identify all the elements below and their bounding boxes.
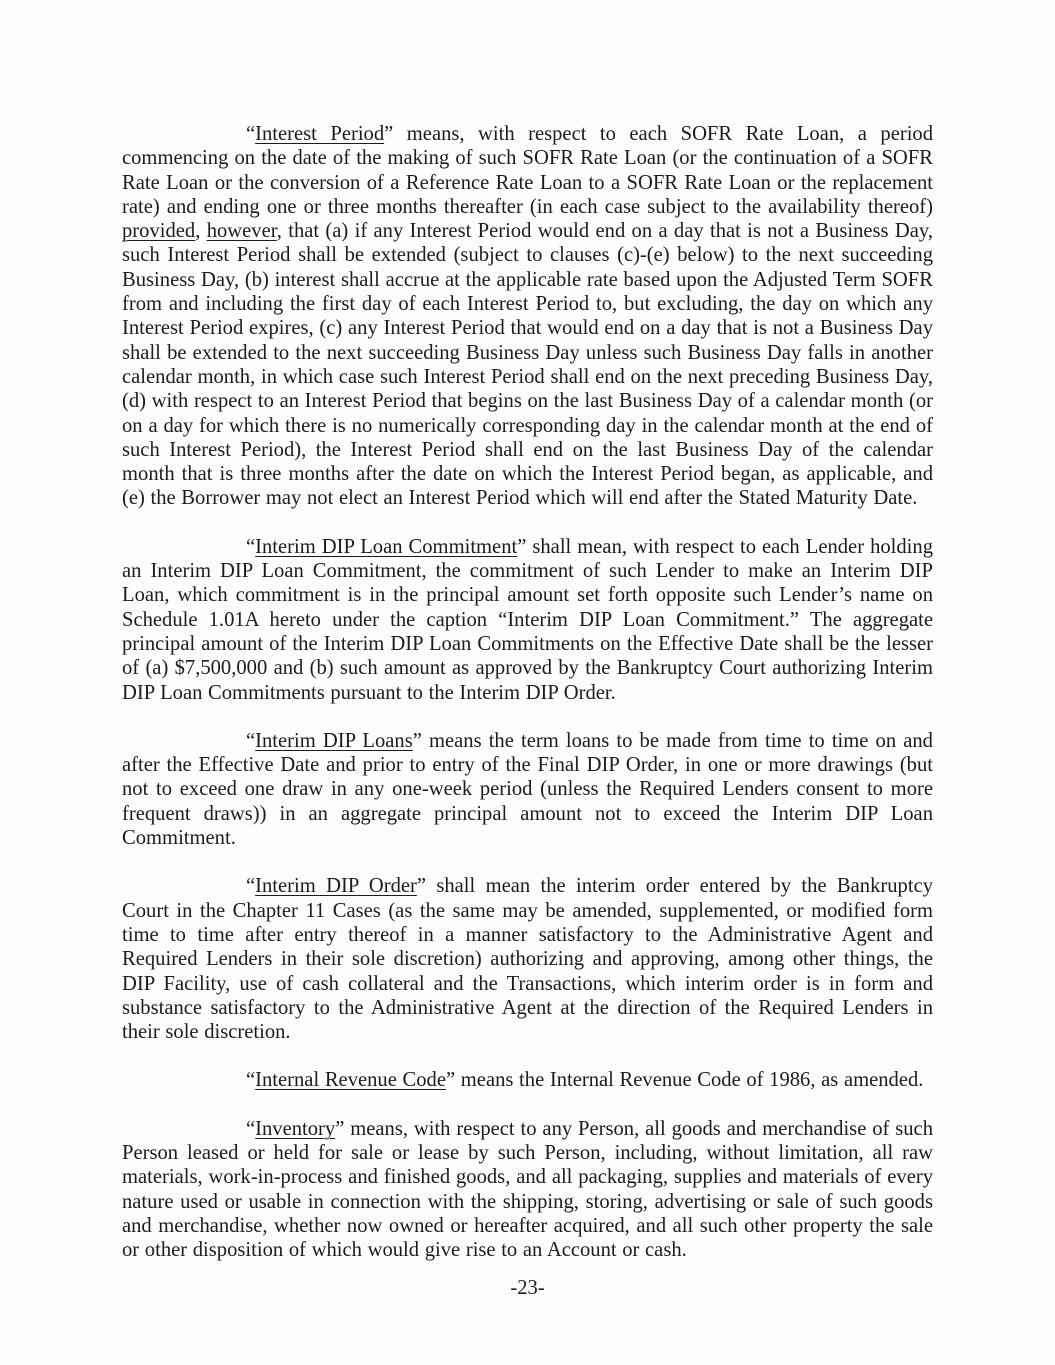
text-run: ” means, with respect to any Person, all goods and merchandise of such Person leased or held for sale or lease by such Person, including, without limitation, all raw materials, work-in-process and finished goods, and all packaging, supplies and materials of every nature used or usable in connection with the shipping, storing, advertising or sale of such goods and merchandise, whether now owned or hereafter acquired, and all such other property the sale or other disposition of which would give rise to an Account or cash.: [122, 1117, 933, 1262]
paragraph-inventory: [122, 1117, 933, 1263]
paragraph-interest-period: [122, 122, 933, 511]
text-run: ” means the Internal Revenue Code of 1986, as amended.: [446, 1069, 924, 1092]
text-run: ” shall mean the interim order entered by the Bankruptcy Court in the Chapter 11 Cases (as the same may be amended, supplemented, or modified form time to time after entry thereof in a manner satisfactory to the Administrative Agent and Required Lenders in their sole discretion) authorizing and approving, among other things, the DIP Facility, use of cash collateral and the Transactions, which interim order is in form and substance satisfactory to the Administrative Agent at the direction of the Required Lenders in their sole discretion.: [122, 875, 934, 1044]
text-run: ” means, with respect to each SOFR Rate Loan, a period commencing on the date of the making of such SOFR Rate Loan (or the continuation of a SOFR Rate Loan or the conversion of a Reference Rate Loan to a SOFR Rate Loan or the replacement rate) and ending one or three months thereafter (in each case subject to the availability thereof): [122, 123, 934, 218]
page-number: -23-: [510, 1277, 545, 1299]
open-quote: “: [246, 1117, 256, 1140]
open-quote: “: [246, 729, 256, 752]
open-quote: “: [246, 123, 256, 145]
defined-term-inventory: Inventory: [255, 1117, 336, 1140]
term-provided: provided: [122, 220, 196, 243]
paragraph-interim-dip-order: [122, 874, 933, 1044]
defined-term-interest-period: Interest Period: [255, 123, 385, 145]
defined-term-interim-dip-loans: Interim DIP Loans: [255, 729, 413, 752]
defined-term-interim-dip-order: Interim DIP Order: [255, 875, 417, 898]
paragraph-interim-dip-loans: [122, 729, 933, 850]
text-run: ” means the term loans to be made from time to time on and after the Effective Date and prior to entry of the Final DIP Order, in one or more drawings (but not to exceed one draw in any one-week period (unless the Required Lenders consent to more frequent draws)) in an aggregate principal amount not to exceed the Interim DIP Loan Commitment.: [122, 729, 933, 850]
open-quote: “: [246, 875, 256, 898]
open-quote: “: [246, 1069, 256, 1092]
text-run: ” shall mean, with respect to each Lender holding an Interim DIP Loan Commitment, the commitment of such Lender to make an Interim DIP Loan, which commitment is in the principal amount set forth opposite such Lender’s name on Schedule 1.01A hereto under the caption “Interim DIP Loan Commitment.” The aggregate principal amount of the Interim DIP Loan Commitments on the Effective Date shall be the lesser of (a) $7,500,000 and (b) such amount as approved by the Bankruptcy Court authorizing Interim DIP Loan Commitments pursuant to the Interim DIP Order.: [122, 535, 933, 704]
defined-term-internal-revenue-code: Internal Revenue Code: [255, 1069, 446, 1092]
page-content: [122, 122, 933, 1286]
paragraph-interim-dip-loan-commitment: [122, 535, 933, 705]
term-however: however: [206, 220, 277, 243]
paragraph-internal-revenue-code: [122, 1068, 933, 1092]
text-run: , that (a) if any Interest Period would end on a day that is not a Business Day, such Interest Period shall be extended (subject to clauses (c)-(e) below) to the next succeeding Business Day, (b) interest shall accrue at the applicable rate based upon the Adjusted Term SOFR from and including the first day of each Interest Period to, but excluding, the day on which any Interest Period expires, (c) any Interest Period that would end on a day that is not a Business Day shall be extended to the next succeeding Business Day unless such Business Day falls in another calendar month, in which case such Interest Period shall end on the next preceding Business Day, (d) with respect to an Interest Period that begins on the last Business Day of a calendar month (or on a day for which there is no numerically corresponding day in the calendar month at the end of such Interest Period), the Interest Period shall end on the last Business Day of the calendar month that is three months after the date on which the Interest Period began, as applicable, and (e) the Borrower may not elect an Interest Period which will end after the Stated Maturity Date.: [122, 220, 933, 510]
text-run: ,: [195, 220, 207, 243]
defined-term-interim-dip-loan-commitment: Interim DIP Loan Commitment: [255, 535, 518, 558]
open-quote: “: [246, 535, 256, 558]
